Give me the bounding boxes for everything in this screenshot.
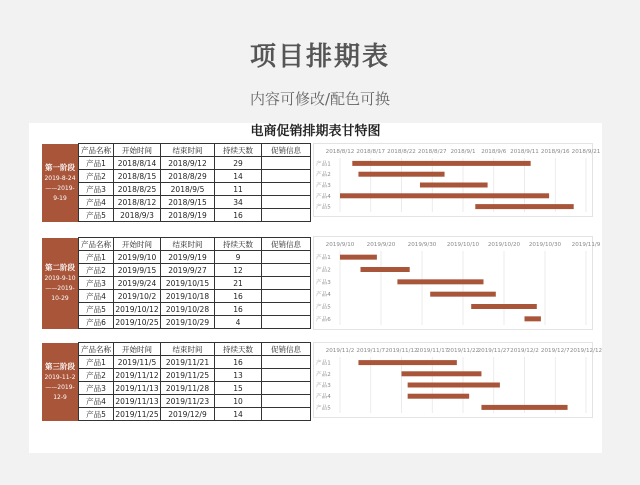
table-cell[interactable]: 2018/9/12: [161, 157, 215, 170]
table-cell[interactable]: 产品1: [79, 157, 114, 170]
x-tick-label: 2019/11/9: [571, 242, 601, 248]
table-cell[interactable]: 2019/11/12: [115, 370, 159, 380]
stage-name: 第二阶段: [45, 263, 75, 272]
page-title: 项目排期表: [249, 42, 390, 72]
x-tick-label: 2019/11/7: [356, 348, 386, 354]
gantt-bar: [397, 279, 483, 284]
x-tick-label: 2019/9/10: [325, 242, 355, 248]
stage-start: 2019-9-10: [44, 275, 76, 282]
gantt-svg: [314, 237, 601, 329]
table-cell[interactable]: 2019/11/25: [115, 409, 159, 419]
table-cell[interactable]: 2019/11/5: [114, 356, 161, 369]
y-tick-label: 产品3: [316, 183, 331, 189]
table-cell[interactable]: 2018/8/12: [114, 196, 161, 209]
x-tick-label: 2019/10/30: [528, 242, 562, 248]
y-tick-label: 产品5: [316, 204, 331, 211]
table-header-row: [79, 238, 311, 251]
table-cell[interactable]: 2019/12/9: [161, 408, 215, 421]
table-cell[interactable]: 2019/10/18: [161, 290, 215, 303]
x-tick-label: 2018/9/1: [450, 149, 476, 155]
table-cell[interactable]: 34: [215, 196, 262, 209]
table-cell[interactable]: 9: [215, 251, 262, 264]
y-tick-label: 产品2: [316, 371, 331, 378]
table-row: [79, 356, 311, 369]
table-cell[interactable]: 2019/11/13: [115, 396, 159, 406]
x-tick-label: 2018/8/27: [417, 149, 447, 155]
column-header[interactable]: 产品名称: [79, 343, 114, 356]
x-tick-label: 2019/9/20: [366, 242, 396, 248]
table-cell[interactable]: [262, 251, 311, 264]
table-row: [79, 395, 311, 408]
page-subtitle: 内容可修改/配色可换: [249, 90, 391, 108]
gantt-bar: [481, 405, 567, 410]
table-row: [79, 382, 311, 395]
column-header[interactable]: 产品名称: [79, 144, 114, 157]
column-header[interactable]: 结束时间: [161, 343, 215, 356]
column-header[interactable]: 开始时间: [114, 238, 161, 251]
table-cell[interactable]: 产品3: [79, 277, 114, 290]
gantt-bar: [340, 255, 377, 260]
table-cell[interactable]: [262, 290, 311, 303]
gantt-bar: [420, 183, 488, 188]
table-cell[interactable]: 10: [215, 395, 262, 408]
table-cell[interactable]: 2019/11/25: [161, 369, 215, 382]
gantt-svg: [314, 144, 601, 216]
table-cell[interactable]: 11: [215, 183, 262, 196]
table-header-row: [79, 144, 311, 157]
gantt-bar: [475, 204, 573, 209]
table-row: [79, 369, 311, 382]
gantt-bar: [352, 161, 530, 166]
table-row: [79, 303, 311, 316]
y-tick-label: 产品2: [316, 267, 331, 274]
table-cell[interactable]: [262, 408, 311, 421]
table-row: [79, 408, 311, 421]
table-cell[interactable]: 2018/9/19: [161, 209, 215, 222]
y-tick-label: 产品6: [316, 316, 331, 323]
x-tick-label: 2019/12/12: [569, 348, 603, 354]
table-cell[interactable]: 产品4: [79, 395, 114, 408]
spreadsheet-area: [29, 123, 602, 453]
table-cell[interactable]: 2018/9/5: [161, 183, 215, 196]
table-header-row: [79, 343, 311, 356]
x-tick-label: 2019/10/10: [446, 242, 480, 248]
table-cell[interactable]: 13: [215, 369, 262, 382]
table-cell[interactable]: 2018/8/14: [114, 157, 161, 170]
column-header[interactable]: 结束时间: [161, 144, 215, 157]
table-cell[interactable]: 29: [215, 157, 262, 170]
table-cell[interactable]: 产品3: [79, 183, 114, 196]
gantt-bar: [361, 267, 410, 272]
column-header[interactable]: 促销信息: [262, 144, 311, 157]
gantt-bar: [525, 316, 541, 321]
column-header[interactable]: 促销信息: [262, 343, 311, 356]
table-row: [79, 196, 311, 209]
table-cell[interactable]: 产品5: [79, 408, 114, 421]
table-cell[interactable]: [262, 196, 311, 209]
x-tick-label: 2018/9/16: [540, 149, 570, 155]
gantt-bar: [340, 193, 549, 198]
stage-end: 9-19: [53, 194, 67, 202]
gantt-chart-3: [313, 342, 603, 418]
gantt-chart-2: [313, 236, 601, 330]
column-header[interactable]: 结束时间: [161, 238, 215, 251]
table-cell[interactable]: [262, 170, 311, 183]
table-cell[interactable]: 2019/9/19: [161, 251, 215, 264]
gantt-bar: [358, 360, 456, 365]
table-cell[interactable]: 产品2: [79, 264, 114, 277]
table-cell[interactable]: [262, 157, 311, 170]
schedule-table-3: [78, 342, 311, 421]
column-header[interactable]: 持续天数: [215, 144, 262, 157]
table-cell[interactable]: 2019/10/15: [161, 277, 215, 290]
gantt-svg: [314, 343, 603, 417]
table-cell[interactable]: 4: [215, 316, 262, 329]
table-cell[interactable]: 产品2: [79, 369, 114, 382]
y-tick-label: 产品3: [316, 279, 331, 286]
table-cell[interactable]: 2019/9/27: [161, 264, 215, 277]
table-cell[interactable]: [262, 303, 311, 316]
table-row: [79, 316, 311, 329]
y-tick-label: 产品5: [316, 405, 331, 412]
table-cell[interactable]: 2018/8/29: [161, 170, 215, 183]
stage-dash: ——2019-: [45, 285, 75, 292]
y-tick-label: 产品4: [316, 193, 331, 200]
stage-label-2: [42, 238, 78, 329]
table-cell[interactable]: 2019/11/21: [161, 356, 215, 369]
x-tick-label: 2018/9/6: [481, 149, 507, 155]
x-tick-label: 2019/11/27: [477, 348, 510, 354]
table-cell[interactable]: 2019/10/28: [161, 303, 215, 316]
column-header[interactable]: 促销信息: [262, 238, 311, 251]
table-cell[interactable]: 2019/9/15: [114, 264, 161, 277]
table-row: [79, 170, 311, 183]
table-cell[interactable]: 产品3: [79, 382, 114, 395]
table-row: [79, 251, 311, 264]
y-tick-label: 产品2: [316, 172, 331, 179]
table-cell[interactable]: 2019/9/10: [114, 251, 161, 264]
x-tick-label: 2019/10/20: [487, 242, 521, 248]
gantt-bar: [471, 304, 537, 309]
table-cell[interactable]: [262, 316, 311, 329]
table-cell[interactable]: 15: [215, 382, 262, 395]
stage-end: 12-9: [53, 393, 67, 401]
table-cell[interactable]: [262, 209, 311, 222]
stage-label-1: [42, 144, 78, 222]
table-cell[interactable]: 14: [215, 170, 262, 183]
column-header[interactable]: 开始时间: [114, 144, 161, 157]
table-cell[interactable]: [262, 277, 311, 290]
gantt-bar: [430, 292, 496, 297]
table-row: [79, 277, 311, 290]
table-cell[interactable]: 2018/8/15: [114, 170, 161, 183]
stage-label-3: [42, 343, 78, 421]
y-tick-label: 产品1: [316, 161, 331, 168]
stage-start: 2019-8-24: [44, 174, 76, 182]
stage-name: 第一阶段: [45, 162, 75, 172]
table-cell[interactable]: 2019/9/24: [114, 277, 161, 290]
table-cell[interactable]: 16: [215, 303, 262, 316]
column-header[interactable]: 持续天数: [215, 343, 262, 356]
y-tick-label: 产品1: [316, 360, 331, 367]
table-cell[interactable]: 产品2: [79, 170, 114, 183]
table-cell[interactable]: 2019/10/25: [115, 317, 159, 327]
table-cell[interactable]: [262, 369, 311, 382]
table-cell[interactable]: 16: [215, 356, 262, 369]
table-cell[interactable]: 16: [215, 209, 262, 222]
stage-name: 第三阶段: [45, 361, 75, 371]
table-cell[interactable]: 2019/10/2: [114, 290, 161, 303]
table-row: [79, 209, 311, 222]
stage-dash: ——2019-: [45, 184, 75, 192]
table-cell[interactable]: 2019/11/28: [161, 382, 215, 395]
y-tick-label: 产品1: [316, 255, 331, 262]
x-tick-label: 2018/8/17: [356, 149, 386, 155]
x-tick-label: 2019/11/2: [325, 348, 355, 354]
table-cell[interactable]: [262, 395, 311, 408]
x-tick-label: 2018/8/12: [325, 149, 355, 155]
gantt-bar: [402, 371, 482, 376]
column-header[interactable]: 持续天数: [215, 238, 262, 251]
schedule-table-1: [78, 143, 311, 222]
stage-start: 2019-11-2: [44, 373, 76, 381]
x-tick-label: 2019/11/22: [446, 348, 480, 354]
x-tick-label: 2018/9/11: [510, 149, 539, 155]
y-tick-label: 产品5: [316, 304, 331, 311]
column-header[interactable]: 产品名称: [79, 238, 114, 251]
table-cell[interactable]: 2019/10/12: [115, 304, 159, 314]
gantt-bar: [408, 394, 470, 399]
column-header[interactable]: 开始时间: [114, 343, 161, 356]
table-cell[interactable]: [262, 183, 311, 196]
table-cell[interactable]: 2018/9/15: [161, 196, 215, 209]
table-cell[interactable]: 产品4: [79, 290, 114, 303]
x-tick-label: 2019/9/30: [407, 242, 437, 248]
y-tick-label: 产品4: [316, 292, 331, 299]
table-cell[interactable]: 产品4: [79, 196, 114, 209]
x-tick-label: 2019/11/17: [416, 348, 449, 354]
x-tick-label: 2018/9/21: [571, 149, 601, 155]
table-cell[interactable]: [262, 356, 311, 369]
gantt-bar: [408, 383, 500, 388]
table-cell[interactable]: 产品5: [79, 303, 114, 316]
table-cell[interactable]: 14: [215, 408, 262, 421]
table-row: [79, 264, 311, 277]
table-cell[interactable]: [262, 382, 311, 395]
table-cell[interactable]: 2019/11/23: [161, 395, 215, 408]
table-cell[interactable]: 2018/9/3: [114, 209, 161, 222]
table-cell[interactable]: 2019/11/13: [115, 383, 159, 393]
sheet-title: 电商促销排期表甘特图: [250, 124, 381, 139]
table-cell[interactable]: 16: [215, 290, 262, 303]
table-cell[interactable]: [262, 264, 311, 277]
table-cell[interactable]: 产品1: [79, 356, 114, 369]
x-tick-label: 2019/12/7: [540, 348, 570, 354]
table-cell[interactable]: 21: [215, 277, 262, 290]
table-cell[interactable]: 产品1: [79, 251, 114, 264]
gantt-chart-1: [313, 143, 601, 217]
gantt-bar: [358, 172, 444, 177]
table-cell[interactable]: 2019/10/29: [161, 316, 215, 329]
table-row: [79, 157, 311, 170]
y-tick-label: 产品4: [316, 394, 331, 401]
table-cell[interactable]: 产品5: [79, 209, 114, 222]
stage-end: 10-29: [51, 295, 69, 302]
table-row: [79, 183, 311, 196]
y-tick-label: 产品3: [316, 383, 331, 389]
table-row: [79, 290, 311, 303]
schedule-table-2: [78, 237, 311, 329]
x-tick-label: 2018/8/22: [387, 149, 416, 155]
table-cell[interactable]: 2018/8/25: [114, 183, 161, 196]
x-tick-label: 2019/12/2: [510, 348, 539, 354]
x-tick-label: 2019/11/12: [385, 348, 418, 354]
table-cell[interactable]: 12: [215, 264, 262, 277]
table-cell[interactable]: 产品6: [79, 316, 114, 329]
stage-dash: ——2019-: [45, 383, 75, 391]
